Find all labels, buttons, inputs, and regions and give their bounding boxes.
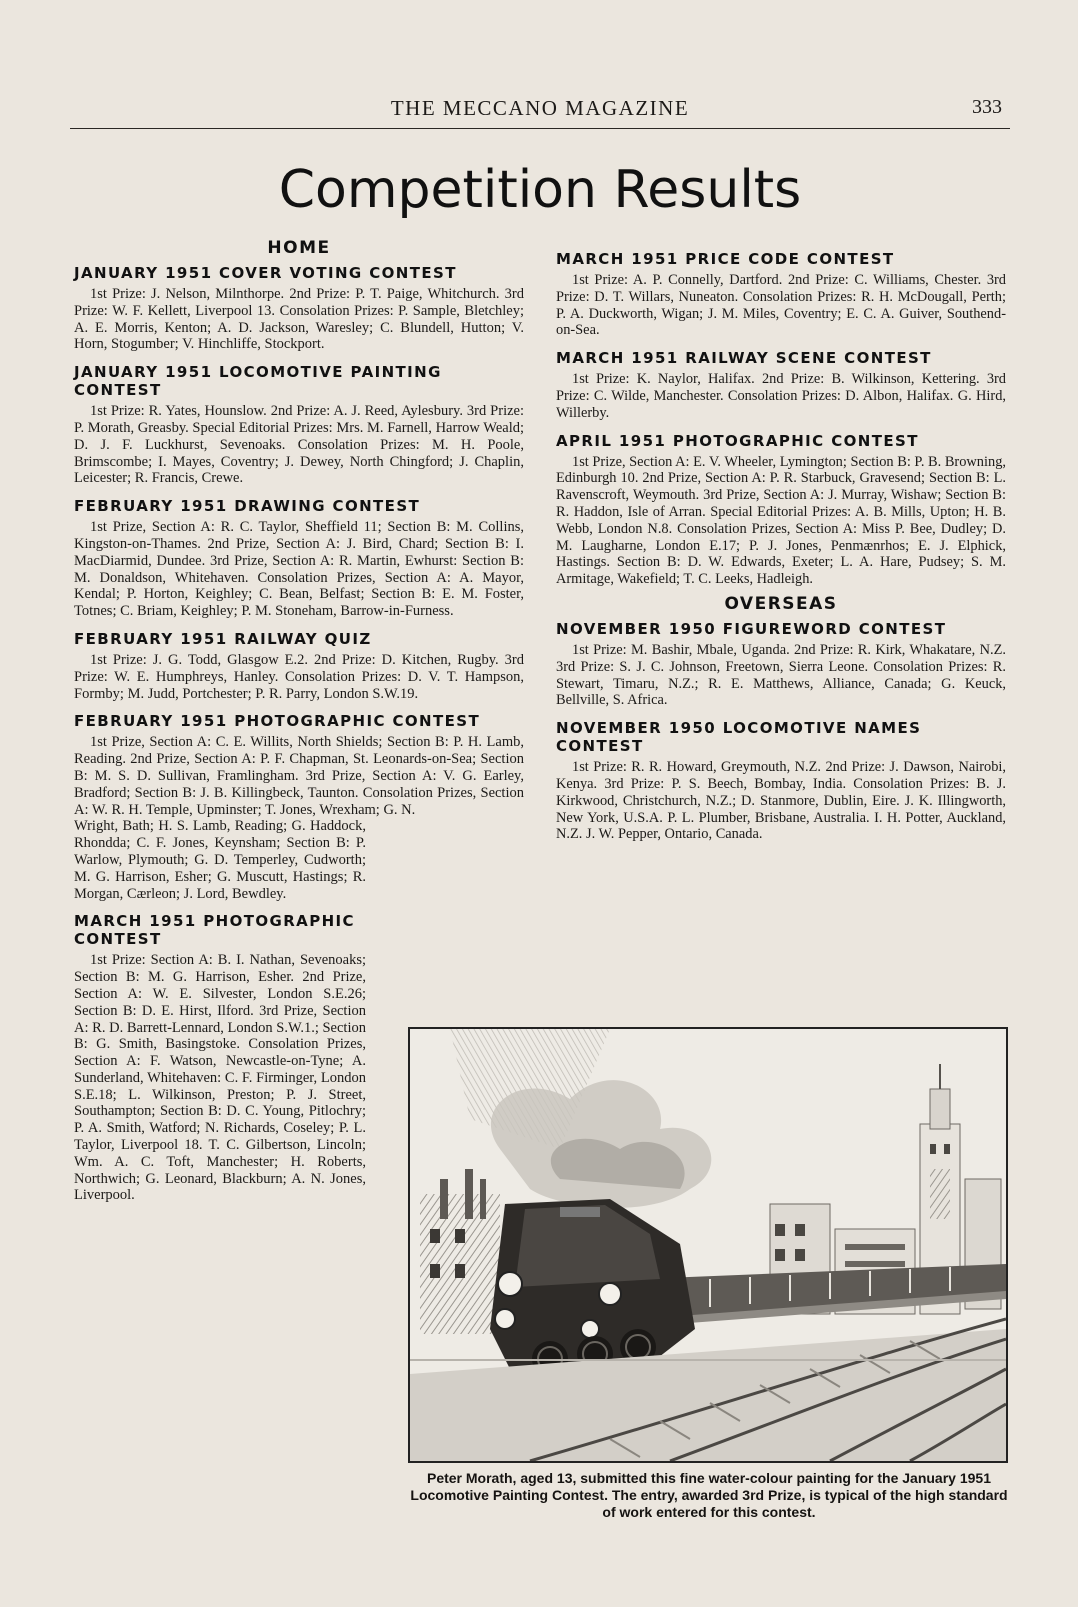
right-column — [556, 250, 1006, 853]
contest-results: 1st Prize: R. R. Howard, Greymouth, N.Z. 2nd Prize: J. Dawson, Nairobi, Kenya. 3rd Prize: P. S. Beech, Bombay, India. Consolation Prizes: B. J. Kirkwood, Christchurch, N.Z.; D. Stanmore, Dublin, Eire. J. K. Illingworth, New York, U.S.A. P. L. Plumber, Brisbane, Australia. I. H. Potter, Auckland, N.Z. J. W. Pepper, Ontario, Canada. — [556, 759, 1006, 843]
page-title: Competition Results — [278, 160, 802, 220]
section-heading-overseas: OVERSEAS — [724, 593, 838, 614]
contest-results: 1st Prize, Section A: R. C. Taylor, Sheffield 11; Section B: M. Collins, Kingston-on-Thames. 2nd Prize, Section A: J. Bird, Chard; Section B: I. MacDiarmid, Dundee. 3rd Prize, Section A: R. Martin, Ewhurst: Section B: M. Donaldson, Whitehaven. Consolation Prizes, Section A: A. Mayor, Kendal; P. Horton, Keighley; C. Bean, Belfast; Section B: E. M. Foster, Totnes; C. Briam, Keighley; P. M. Stoneham, Barrow-in-Furness. — [74, 519, 524, 620]
contest-title: JANUARY 1951 LOCOMOTIVE PAINTING CONTEST — [74, 363, 442, 400]
contest-results: 1st Prize, Section A: E. V. Wheeler, Lymington; Section B: P. B. Browning, Edinburgh 10. 2nd Prize, Section A: P. R. Starbuck, Gravesend; Section B: L. Ravenscroft, Weymouth. 3rd Prize, Section A: J. Murray, Wishaw; Section B: R. Haddon, Isle of Arran. Special Editorial Prizes: A. B. Mills, Upton; H. B. Webb, London N.8. Consolation Prizes, Section A: Miss P. Bee, Dudley; D. M. Laugharne, London E.17; P. J. Jones, Penmænrhos; E. J. Elphick, Hastings. Section B: D. W. Edwards, Exeter; L. A. Hare, Pudsey; S. M. Armitage, Wakefield; T. C. Leeks, Hadleigh. — [556, 453, 1006, 588]
contest-title: NOVEMBER 1950 LOCOMOTIVE NAMES CONTEST — [556, 719, 922, 756]
contest-results: 1st Prize, Section A: C. E. Willits, North Shields; Section B: P. H. Lamb, Reading. 2nd Prize, Section A: P. F. Chapman, St. Leonards-on-Sea; Section B: M. S. D. Sullivan, Framlingham. 3rd Prize, Section A: V. G. Earley, Bradford; Section B: J. B. Killingbeck, Taunton. Consolation Prizes, Section A: W. R. H. Temple, Upminster; T. Jones, Wrexham; G. N. — [74, 734, 524, 818]
contest-title: FEBRUARY 1951 PHOTOGRAPHIC CONTEST — [74, 712, 481, 731]
contest-results: 1st Prize: J. G. Todd, Glasgow E.2. 2nd Prize: D. Kitchen, Rugby. 3rd Prize: W. E. Humphreys, Hanley. Consolation Prizes: D. V. T. Hampson, Formby; M. Judd, Portchester; P. R. Parry, London S.W.19. — [74, 651, 524, 702]
contest-title: MARCH 1951 RAILWAY SCENE CONTEST — [556, 349, 932, 368]
figure-caption: Peter Morath, aged 13, submitted this fine water-colour painting for the January 1951 Locomotive Painting Contest. The entry, awarded 3rd Prize, is typical of the high standard of work entered for this contest. — [410, 1470, 1008, 1520]
contest-results: 1st Prize: R. Yates, Hounslow. 2nd Prize: A. J. Reed, Aylesbury. 3rd Prize: P. Morath, Greasby. Special Editorial Prizes: Mrs. M. Farnell, Harrow Weald; D. J. F. Luckhurst, Sevenoaks. Consolation Prizes: M. H. Poole, Brimscombe; I. Mayes, Coventry; J. Dewey, North Chingford; J. Chaplin, Leicester; R. Francis, Crewe. — [74, 403, 524, 487]
contest-results: 1st Prize: K. Naylor, Halifax. 2nd Prize: B. Wilkinson, Kettering. 3rd Prize: C. Wilde, Manchester. Consolation Prizes: D. Albon, Halifax. G. Hird, Willerby. — [556, 371, 1006, 421]
contest-title: FEBRUARY 1951 DRAWING CONTEST — [74, 497, 421, 516]
contest-title: APRIL 1951 PHOTOGRAPHIC CONTEST — [556, 431, 919, 450]
contest-results: 1st Prize: J. Nelson, Milnthorpe. 2nd Prize: P. T. Paige, Whitchurch. 3rd Prize: W. F. Kellett, Liverpool 13. Consolation Prizes: P. Sample, Bletchley; A. E. Morris, Kenton; A. D. Jackson, Waresley; C. Blundell, Hutton; V. Horn, Stogumber; V. Hinchliffe, Stockport. — [74, 286, 524, 353]
contest-results: 1st Prize: Section A: B. I. Nathan, Sevenoaks; Section B: M. G. Harrison, Esher. 2nd Prize, Section A: W. E. Silvester, London S.E.26; Section B: D. E. Hirst, Ilford. 3rd Prize, Section A: R. D. Barrett-Lennard, London S.W.1.; Section B: G. Smith, Basingstoke. Consolation Prizes, Section A: F. Watson, Newcastle-on-Tyne; A. Sunderland, Whitehaven: C. F. Firminger, London S.E.18; L. Wilkinson, Preston; P. J. Street, Southampton; Section B: D. C. Young, Pitlochry; P. A. Smith, Watford; N. Richards, Coseley; P. L. Taylor, Liverpool 18. T. C. Gilbertson, Lincoln; Wm. A. C. Toft, Manchester; H. Roberts, Northwich; G. Leonard, Blackburn; A. N. Jones, Liverpool. — [74, 952, 366, 1204]
contest-title: MARCH 1951 PRICE CODE CONTEST — [556, 250, 895, 268]
page-number: 333 — [972, 96, 1002, 118]
contest-results: 1st Prize: A. P. Connelly, Dartford. 2nd Prize: C. Williams, Chester. 3rd Prize: D. T. Willars, Nuneaton. Consolation Prizes: R. H. McDougall, Perth; P. A. Duckworth, Wigan; J. M. Miles, Coventry; E. C. A. Guiver, Southend-on-Sea. — [556, 272, 1006, 339]
contest-title: JANUARY 1951 COVER VOTING CONTEST — [74, 264, 457, 282]
contest-results-continued: Wright, Bath; H. S. Lamb, Reading; G. Haddock, Rhondda; C. F. Jones, Keynsham; Section B: P. Warlow, Plymouth; G. D. Temperley, Cudworth; M. G. Harrison, Esher; G. Muscutt, Hastings; R. Morgan, Cærleon; J. Lord, Bewdley. — [74, 818, 366, 902]
contest-results: 1st Prize: M. Bashir, Mbale, Uganda. 2nd Prize: R. Kirk, Whakatare, N.Z. 3rd Prize: S. J. C. Johnson, Freetown, Sierra Leone. Consolation Prizes: R. Stewart, Timaru, N.Z.; R. E. Matthews, Alliance, Canada; G. Keuck, Bellville, S. Africa. — [556, 641, 1006, 709]
contest-title: NOVEMBER 1950 FIGUREWORD CONTEST — [556, 619, 947, 638]
contest-title: FEBRUARY 1951 RAILWAY QUIZ — [74, 629, 372, 648]
publication-title: THE MECCANO MAGAZINE — [390, 96, 690, 120]
contest-title: MARCH 1951 PHOTOGRAPHIC CONTEST — [74, 912, 355, 949]
running-header — [70, 94, 1010, 129]
section-heading-home: HOME — [267, 238, 331, 258]
locomotive-painting — [408, 1027, 1008, 1463]
